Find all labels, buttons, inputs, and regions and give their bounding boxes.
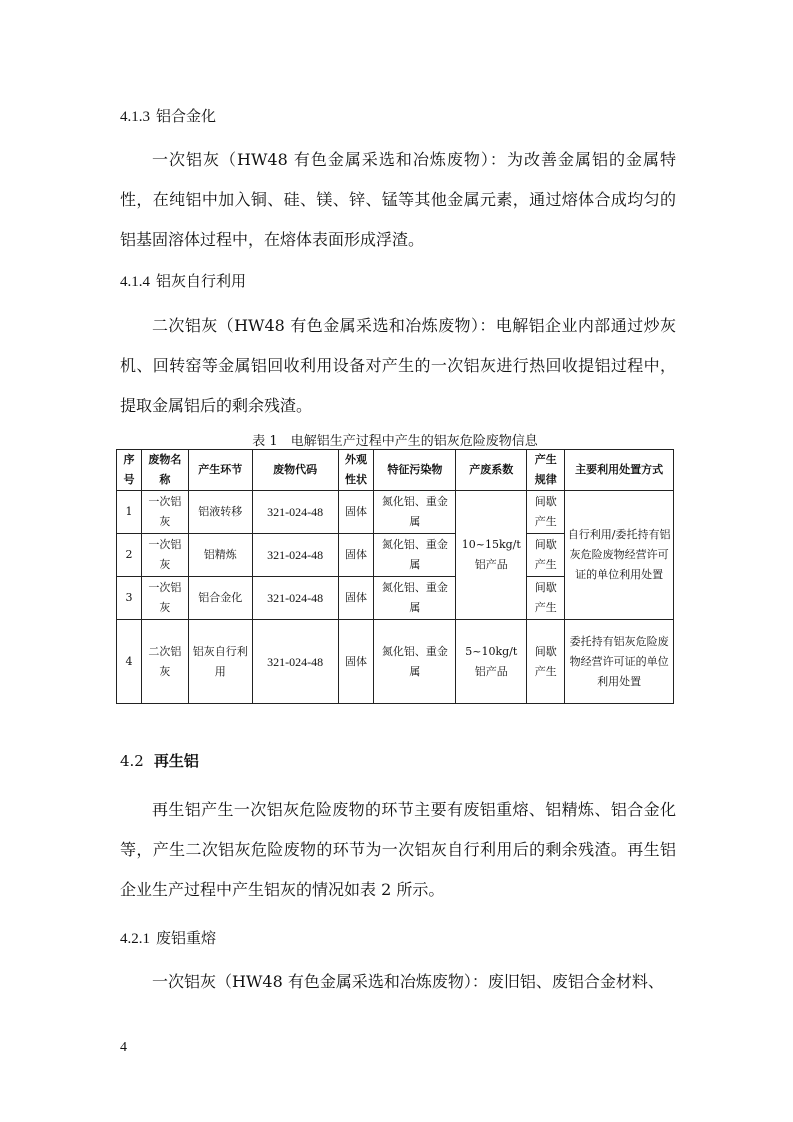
cell-waste-code: 321-024-48 xyxy=(252,534,338,577)
cell-waste-code: 321-024-48 xyxy=(252,577,338,620)
cell-pollutant: 氮化铝、重金属 xyxy=(374,577,456,620)
cell-form: 固体 xyxy=(338,620,374,704)
section-heading-4-1-4 xyxy=(120,271,246,292)
paragraph-4-2-1 xyxy=(120,962,676,1002)
cell-rule: 间歇产生 xyxy=(527,534,565,577)
cell-pollutant: 氮化铝、重金属 xyxy=(374,534,456,577)
cell-pollutant: 氮化铝、重金属 xyxy=(374,620,456,704)
cell-waste-name: 一次铝灰 xyxy=(141,491,188,534)
cell-form: 固体 xyxy=(338,534,374,577)
cell-coefficient: 5~10kg/t 铝产品 xyxy=(456,620,527,704)
header-no: 序号 xyxy=(117,450,142,491)
cell-no: 4 xyxy=(117,620,142,704)
table-caption: 表 1 电解铝生产过程中产生的铝灰危险废物信息 xyxy=(252,434,538,449)
header-disposal: 主要利用处置方式 xyxy=(565,450,674,491)
cell-waste-name: 二次铝灰 xyxy=(141,620,188,704)
cell-disposal: 自行利用/委托持有铝灰危险废物经营许可证的单位利用处置 xyxy=(565,491,674,620)
cell-form: 固体 xyxy=(338,491,374,534)
cell-waste-name: 一次铝灰 xyxy=(141,534,188,577)
paragraph-text: 再生铝产生一次铝灰危险废物的环节主要有废铝重熔、铝精炼、铝合金化等，产生二次铝灰危险废物的环节为一次铝灰自行利用后的剩余残渣。再生铝企业生产过程中产生铝灰的情况如表 2 所示。 xyxy=(120,800,676,899)
paragraph-4-1-3 xyxy=(120,140,676,260)
header-form: 外观性状 xyxy=(338,450,374,491)
page-number: 4 xyxy=(120,1040,127,1055)
section-title: 废铝重熔 xyxy=(156,929,217,947)
cell-coefficient: 10~15kg/t 铝产品 xyxy=(456,491,527,620)
section-number: 4.2 xyxy=(120,752,144,770)
section-title: 铝灰自行利用 xyxy=(156,272,247,290)
cell-stage: 铝合金化 xyxy=(188,577,252,620)
cell-pollutant: 氮化铝、重金属 xyxy=(374,491,456,534)
cell-waste-code: 321-024-48 xyxy=(252,491,338,534)
paragraph-text: 二次铝灰（HW48 有色金属采选和冶炼废物）：电解铝企业内部通过炒灰机、回转窑等金属铝回收利用设备对产生的一次铝灰进行热回收提铝过程中，提取金属铝后的剩余残渣。 xyxy=(120,316,676,415)
cell-waste-code: 321-024-48 xyxy=(252,620,338,704)
cell-no: 3 xyxy=(117,577,142,620)
table-row xyxy=(117,491,674,534)
header-rule: 产生规律 xyxy=(527,450,565,491)
cell-disposal: 委托持有铝灰危险废物经营许可证的单位利用处置 xyxy=(565,620,674,704)
cell-stage: 铝精炼 xyxy=(188,534,252,577)
section-heading-4-2-1 xyxy=(120,928,216,949)
header-stage: 产生环节 xyxy=(188,450,252,491)
section-heading-4-1-3 xyxy=(120,106,216,127)
table-row xyxy=(117,620,674,704)
paragraph-4-2 xyxy=(120,790,676,910)
section-heading-4-2 xyxy=(120,750,199,771)
cell-waste-name: 一次铝灰 xyxy=(141,577,188,620)
paragraph-text: 一次铝灰（HW48 有色金属采选和冶炼废物）：废旧铝、废铝合金材料、 xyxy=(152,972,664,991)
header-waste-code: 废物代码 xyxy=(252,450,338,491)
section-number: 4.1.3 xyxy=(120,109,150,125)
cell-stage: 铝灰自行利用 xyxy=(188,620,252,704)
section-title: 铝合金化 xyxy=(156,107,217,125)
aluminum-ash-waste-table xyxy=(116,449,674,704)
section-number: 4.1.4 xyxy=(120,274,150,290)
header-coefficient: 产废系数 xyxy=(456,450,527,491)
paragraph-4-1-4 xyxy=(120,306,676,426)
header-pollutant: 特征污染物 xyxy=(374,450,456,491)
table-header-row xyxy=(117,450,674,491)
paragraph-text: 一次铝灰（HW48 有色金属采选和冶炼废物）：为改善金属铝的金属特性，在纯铝中加入铜、硅、镁、锌、锰等其他金属元素，通过熔体合成均匀的铝基固溶体过程中，在熔体表面形成浮渣。 xyxy=(120,150,676,249)
cell-stage: 铝液转移 xyxy=(188,491,252,534)
cell-form: 固体 xyxy=(338,577,374,620)
header-waste-name: 废物名称 xyxy=(141,450,188,491)
cell-rule: 间歇产生 xyxy=(527,491,565,534)
cell-no: 2 xyxy=(117,534,142,577)
section-number: 4.2.1 xyxy=(120,931,150,947)
cell-rule: 间歇产生 xyxy=(527,577,565,620)
section-title: 再生铝 xyxy=(153,752,199,770)
cell-no: 1 xyxy=(117,491,142,534)
cell-rule: 间歇产生 xyxy=(527,620,565,704)
